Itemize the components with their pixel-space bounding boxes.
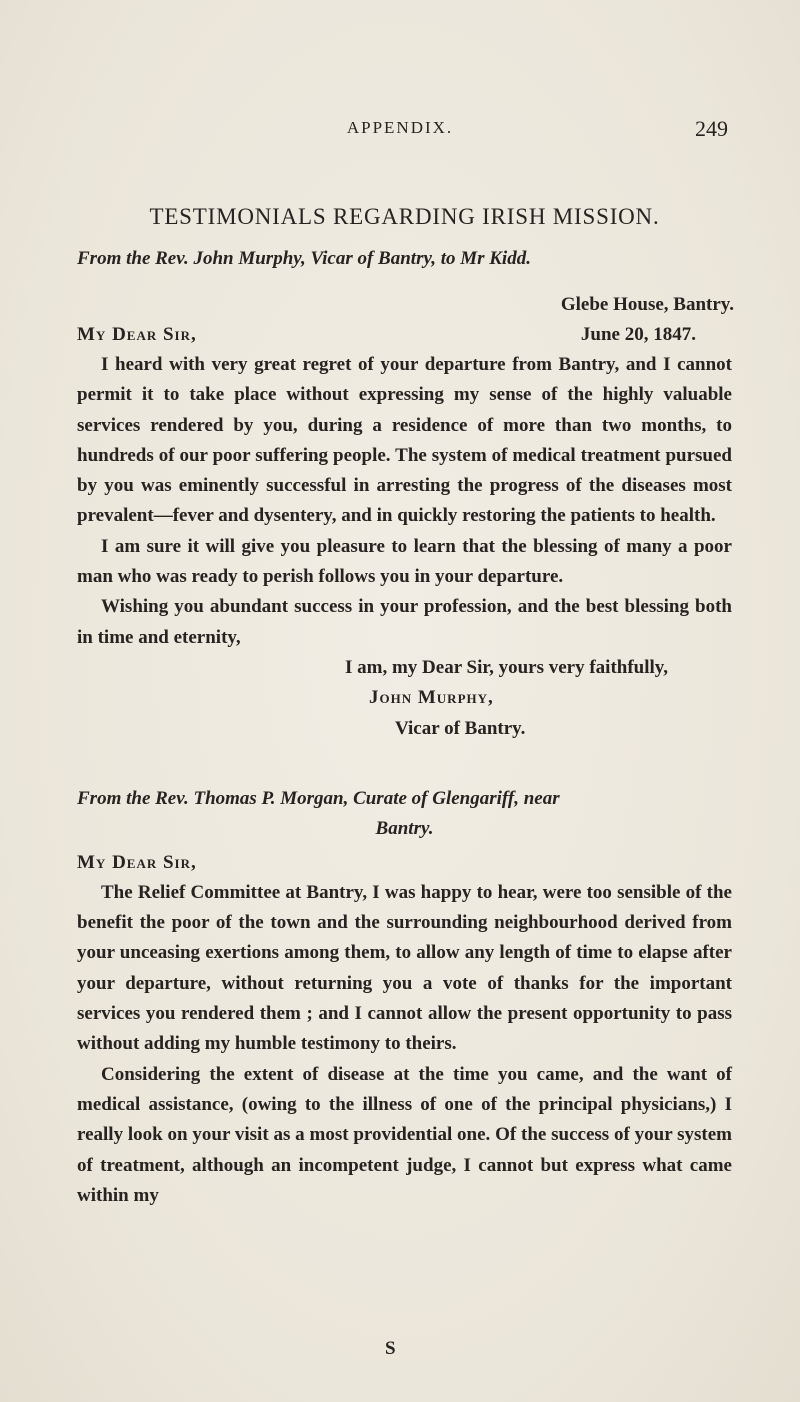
letter2-from-line-part2: Bantry.: [375, 817, 434, 839]
letter1-date: June 20, 1847.: [580, 324, 696, 345]
letter1-signature: John Murphy,: [369, 687, 494, 709]
letter1-closing: I am, my Dear Sir, yours very faithfully,: [345, 656, 668, 678]
running-title: APPENDIX.: [346, 118, 454, 137]
letter1-address: Glebe House, Bantry.: [560, 294, 734, 315]
letter2-from-line-part1: From the Rev. Thomas P. Morgan, Curate of Glengariff, near: [77, 787, 560, 809]
letter2-salutation: My Dear Sir,: [77, 851, 197, 873]
letter2-paragraph-2: Considering the extent of disease at the time you came, and the want of medical assistance, (owing to the illness of one of the principal physicians,) I really look on your visit as a most providential one. Of the success of your system of treatment, although an incompetent judge, I cannot but express what came within my: [77, 1063, 732, 1206]
letter2-paragraph-1: The Relief Committee at Bantry, I was happy to hear, were too sensible of the benefit the poor of the town and the surrounding neighbourhood derived from your unceasing exertions among them, to allow any length of time to elapse after your departure, without returning you a vote of thanks for the important services you rendered them ; and I cannot allow the present opportunity to pass without adding my humble testimony to theirs.: [77, 881, 732, 1055]
letter2-from-line: [77, 784, 732, 844]
letter1-from-line: From the Rev. John Murphy, Vicar of Bantry, to Mr Kidd.: [77, 248, 531, 269]
page-number: 249: [695, 116, 728, 141]
letter1-signature-title: Vicar of Bantry.: [395, 717, 526, 739]
body-text: [77, 200, 732, 1211]
letter1-address-block: [77, 290, 732, 350]
page-title: TESTIMONIALS REGARDING IRISH MISSION.: [149, 204, 660, 229]
signature-mark: S: [385, 1338, 396, 1359]
running-head: [0, 116, 800, 146]
letter1-paragraph-3: Wishing you abundant success in your profession, and the best blessing both in time and eternity,: [77, 596, 732, 648]
letter1-salutation: My Dear Sir,: [77, 324, 197, 345]
letter1-paragraph-1: I heard with very great regret of your departure from Bantry, and I cannot permit it to take place without expressing my sense of the highly valuable services rendered by you, during a residence of more than two months, to hundreds of our poor suffering people. The system of medical treatment pursued by you was eminently successful in arresting the progress of the diseases most prevalent—fever and dysentery, and in quickly restoring the patients to health.: [77, 354, 732, 527]
letter1-paragraph-2: I am sure it will give you pleasure to learn that the blessing of many a poor man who was ready to perish follows you in your departure.: [77, 535, 732, 588]
